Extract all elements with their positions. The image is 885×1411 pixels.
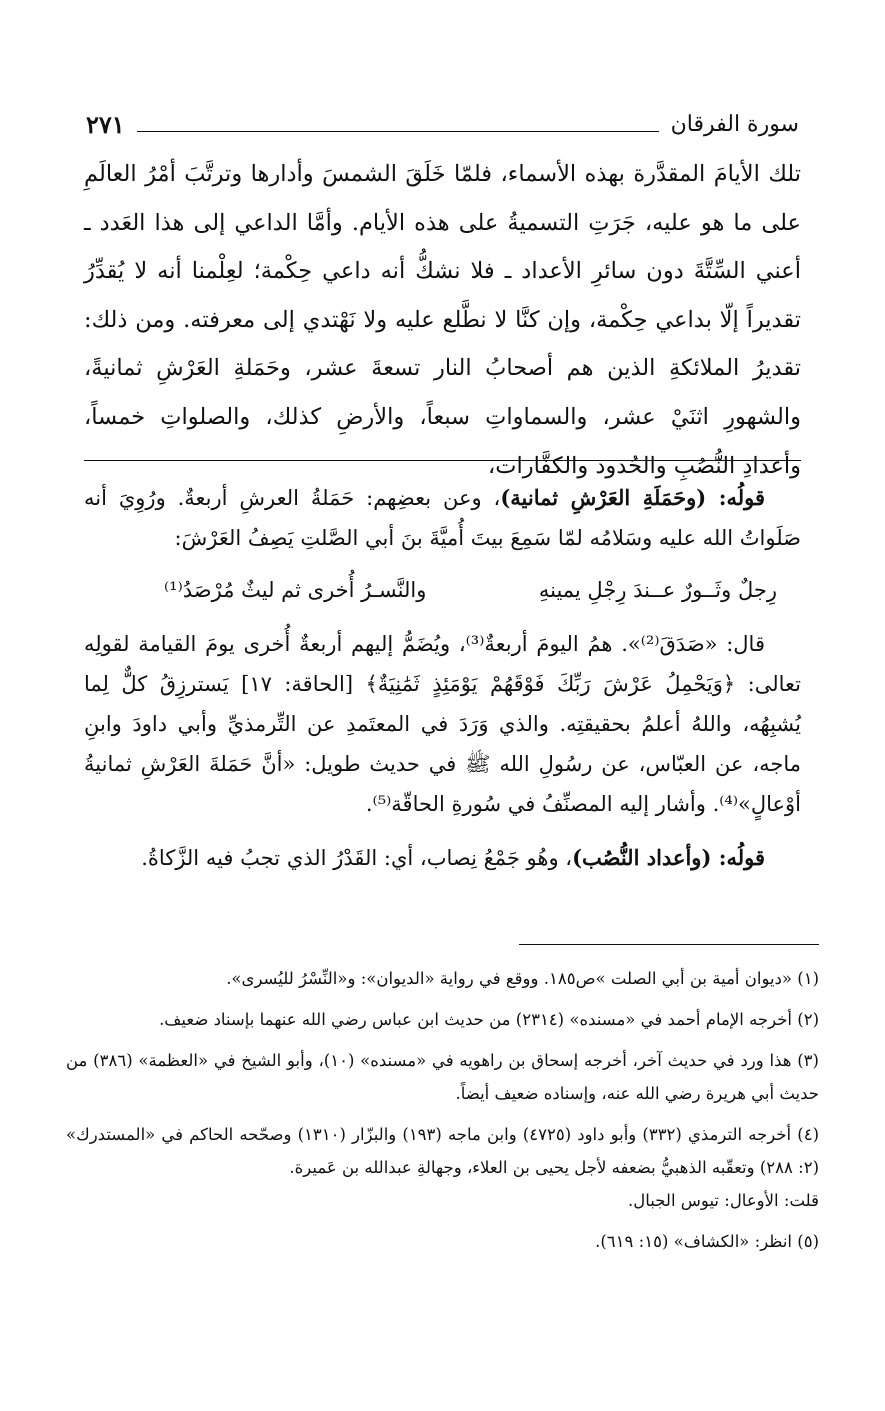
surah-title: سورة الفرقان xyxy=(670,112,799,137)
header-rule xyxy=(137,131,659,132)
footnote-3: (٣) هذا ورد في حديث آخر، أخرجه إسحاق بن راهويه في «مسنده» (١٠)، وأبو الشيخ في «العظمة» (٣٨٦) من حديث أبي هريرة رضي الله عنه، وإسناده ضعيف أيضاً. xyxy=(66,1051,819,1103)
footnote-4: (٤) أخرجه الترمذي (٣٣٢) وأبو داود (٤٧٢٥) وابن ماجه (١٩٣) والبزّار (١٣١٠) وصحّحه الحاكم في «المستدرك» (٢: ٢٨٨) وتعقّبه الذهبيُّ بضعفه لأجل يحيى بن العلاء، وجهالةِ عبدالله بن عَميرة. xyxy=(66,1125,819,1177)
footnote-2: (٢) أخرجه الإمام أحمد في «مسنده» (٢٣١٤) من حديث ابن عباس رضي الله عنهما بإسناد ضعيف. xyxy=(159,1010,819,1029)
footnote-1: (١) «ديوان أمية بن أبي الصلت »ص١٨٥. ووقع في رواية «الديوان»: و«النِّسْرُ لليُسرى». xyxy=(226,969,819,988)
commentary-quote-label-1: قولُه: (وحَمَلَةِ العَرْشِ ثمانية) xyxy=(500,485,765,510)
commentary-text-3: ، وهُو جَمْعُ نِصاب، أي: القَدْرُ الذي تجبُ فيه الزَّكاةُ. xyxy=(141,846,573,870)
verse-first-hemistich: رِجلٌ وثَــورٌ عــندَ رِجْلِ يمينهِ xyxy=(538,578,777,602)
commentary-paragraph-3 xyxy=(84,838,801,878)
commentary-block xyxy=(84,478,801,878)
footnote-rule xyxy=(519,944,819,945)
main-paragraph: تلك الأيامَ المقدَّرة بهذه الأسماء، فلمّا خَلَقَ الشمسَ وأدارها وترتَّبَ أمْرُ العالَمِ على ما هو عليه، جَرَتِ التسميةُ على هذه الأيام. وأمَّا الداعي إلى هذا العَدد ـ أعني السِّتَّةَ دون سائرِ الأعداد ـ فلا نشكُّ أنه داعي حِكْمة؛ لعِلْمنا أنه لا يُقدِّرُ تقديراً إلّا بداعي حِكْمة، وإن كنَّا لا نطَّلع عليه ولا نَهْتدي إلى معرفته. ومن ذلك: تقديرُ الملائكةِ الذين هم أصحابُ النار تسعةَ عشر، وحَمَلةِ العَرْشِ ثمانيةً، والشهورِ اثنَيْ عشر، والسماواتِ سبعاً، والأرضِ كذلك، والصلواتِ خمساً، وأعدادِ النُّصُبِ والحُدود والكفَّارات، xyxy=(84,161,801,479)
commentary-quote-label-3: قولُه: (وأعداد النُّصُب) xyxy=(572,845,765,870)
footnote-5: (٥) انظر: «الكشاف» (١٥: ٦١٩). xyxy=(595,1232,819,1251)
running-header xyxy=(86,100,799,140)
footnotes xyxy=(66,962,819,1266)
poetry-verse xyxy=(84,568,801,612)
section-divider xyxy=(84,460,801,461)
commentary-text-1: ، وعن بعضِهم: حَمَلةُ العرشِ أربعةٌ. ورُوِيَ أنه صَلَواتُ الله عليه وسَلامُه لمّا سَمِعَ بيتَ أُميَّةَ بنَ أبي الصَّلتِ يَصِفُ العَرْشَ: xyxy=(84,486,801,550)
verse-second-hemistich: والنَّسـرُ أُخرى ثم ليثٌ مُرْصَدُ⁽¹⁾ xyxy=(164,578,427,602)
commentary-paragraph-1 xyxy=(84,478,801,558)
page-number: ٢٧١ xyxy=(86,110,125,139)
commentary-paragraph-2: قال: «صَدَقَ⁽²⁾». همُ اليومَ أربعةٌ⁽³⁾، ويُضَمُّ إليهم أربعةٌ أُخرى يومَ القيامة لقولِه تعالى: ﴿وَيَحْمِلُ عَرْشَ رَبِّكَ فَوْقَهُمْ يَوْمَئِذٍ ثَمَٰنِيَةٌ﴾ [الحاقة: ١٧] يَسترزِقُ كلٌّ لِما يُشبِهُه، واللهُ أعلمُ بحقيقتِه. والذي وَرَدَ في المعتَمدِ عن التِّرمذيِّ وأبي داودَ وابنِ ماجه، عن العبّاس، عن رسُولِ الله ﷺ في حديث طويل: «أنَّ حَمَلةَ العَرْشِ ثمانيةُ أوْعالٍ»⁽⁴⁾. وأشار إليه المصنِّفُ في سُورةِ الحاقّة⁽⁵⁾. xyxy=(84,632,801,816)
footnote-4-note: قلت: الأوعال: تيوس الجبال. xyxy=(628,1191,819,1210)
main-text-block xyxy=(84,150,801,490)
